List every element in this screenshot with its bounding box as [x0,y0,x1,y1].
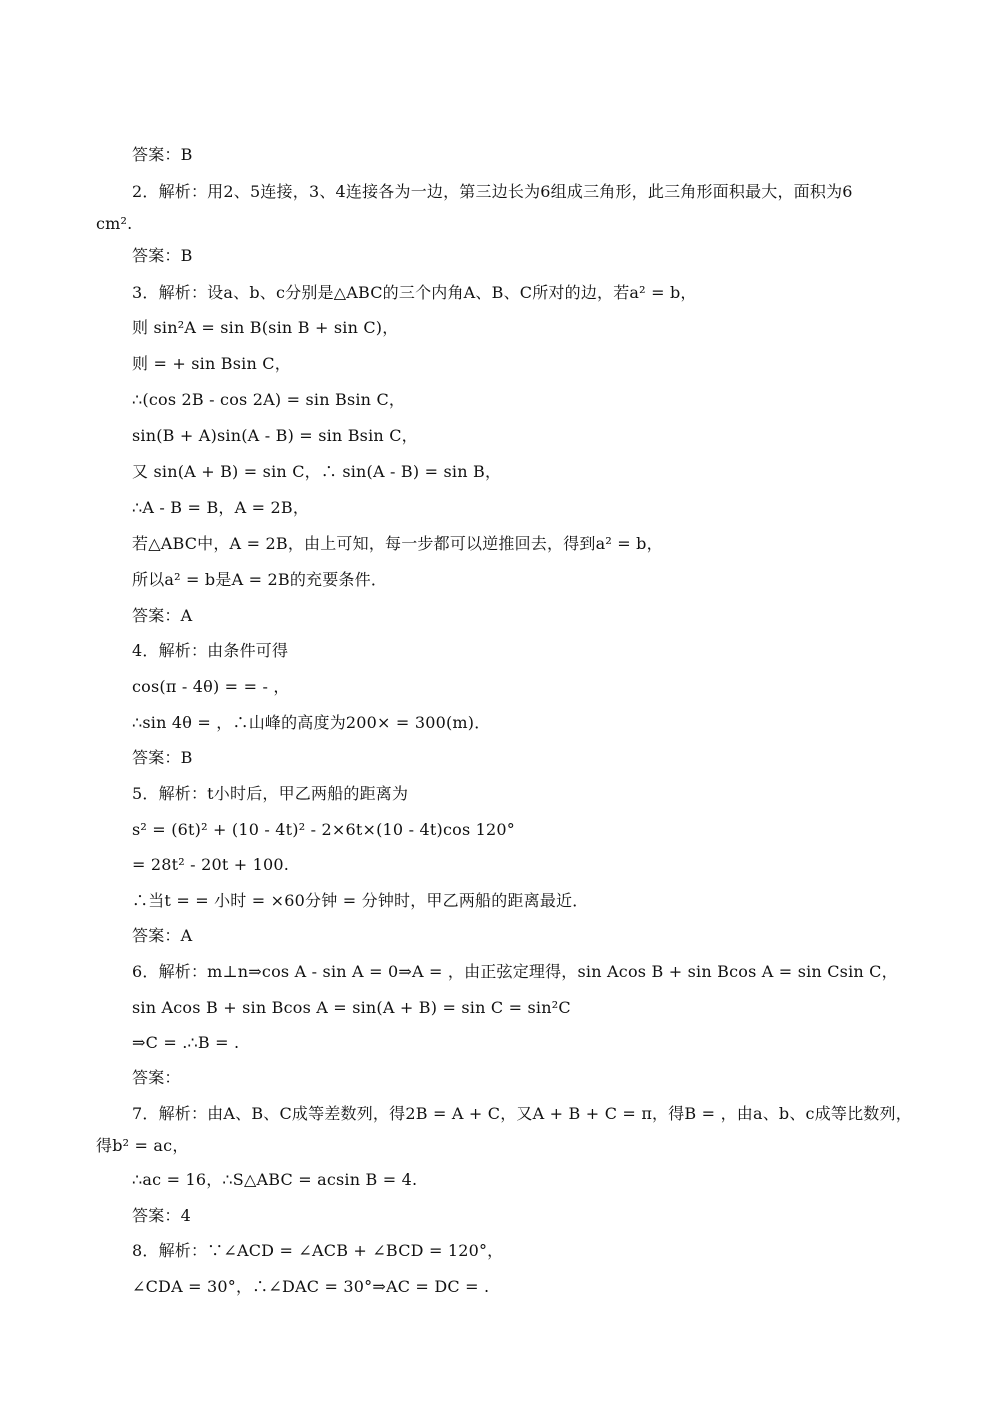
text-line: 6．解析：m⊥n⇒cos A - sin A = 0⇒A = ，由正弦定理得，sin Acos B + sin Bcos A = sin Csin C， [132,962,898,981]
text-line: 4．解析：由条件可得 [132,641,289,660]
text-line: 答案：A [132,926,193,945]
text-line: ∠CDA = 30°，∴∠DAC = 30°⇒AC = DC = . [132,1277,490,1296]
text-line: ⇒C = .∴B = . [132,1033,240,1052]
text-line: 答案：B [132,145,193,164]
text-line: 3．解析：设a、b、c分别是△ABC的三个内角A、B、C所对的边，若a² = b， [132,283,697,302]
text-line: = 28t² - 20t + 100. [132,855,290,874]
text-line: cm². [96,214,133,233]
text-line: ∴A - B = B，A = 2B， [132,498,310,517]
text-line: 7．解析：由A、B、C成等差数列，得2B = A + C，又A + B + C = π，得B = ，由a、b、c成等比数列， [132,1104,912,1123]
text-line: 所以a² = b是A = 2B的充要条件． [132,570,388,589]
text-line: 8．解析：∵∠ACD = ∠ACB + ∠BCD = 120°， [132,1241,504,1260]
text-line: 答案：A [132,606,193,625]
text-line: 答案： [132,1068,181,1087]
text-line: sin(B + A)sin(A - B) = sin Bsin C， [132,426,418,445]
text-line: 得b² = ac， [96,1136,189,1155]
text-line: 5．解析：t小时后，甲乙两船的距离为 [132,784,409,803]
text-line: 答案：4 [132,1206,191,1225]
text-line: cos(π - 4θ) = = - ， [132,677,290,696]
text-line: 则 = + sin Bsin C， [132,354,291,373]
text-line: s² = (6t)² + (10 - 4t)² - 2×6t×(10 - 4t)cos 120° [132,820,515,839]
text-line: sin Acos B + sin Bcos A = sin(A + B) = sin C = sin²C [132,998,571,1017]
text-line: 又 sin(A + B) = sin C，∴ sin(A - B) = sin B， [132,462,502,481]
text-line: 若△ABC中，A = 2B，由上可知，每一步都可以逆推回去，得到a² = b， [132,534,663,553]
text-line: ∴ac = 16，∴S△ABC = acsin B = 4. [132,1170,418,1189]
text-line: ∴(cos 2B - cos 2A) = sin Bsin C， [132,390,406,409]
text-line: 答案：B [132,246,193,265]
text-line: 2．解析：用2、5连接，3、4连接各为一边，第三边长为6组成三角形，此三角形面积最大，面积为6 [132,182,853,201]
text-line: 则 sin²A = sin B(sin B + sin C)， [132,318,399,337]
text-line: ∴sin 4θ = ，∴山峰的高度为200× = 300(m)． [132,713,491,732]
text-line: ∴当t = = 小时 = ×60分钟 = 分钟时，甲乙两船的距离最近． [132,891,589,910]
text-line: 答案：B [132,748,193,767]
